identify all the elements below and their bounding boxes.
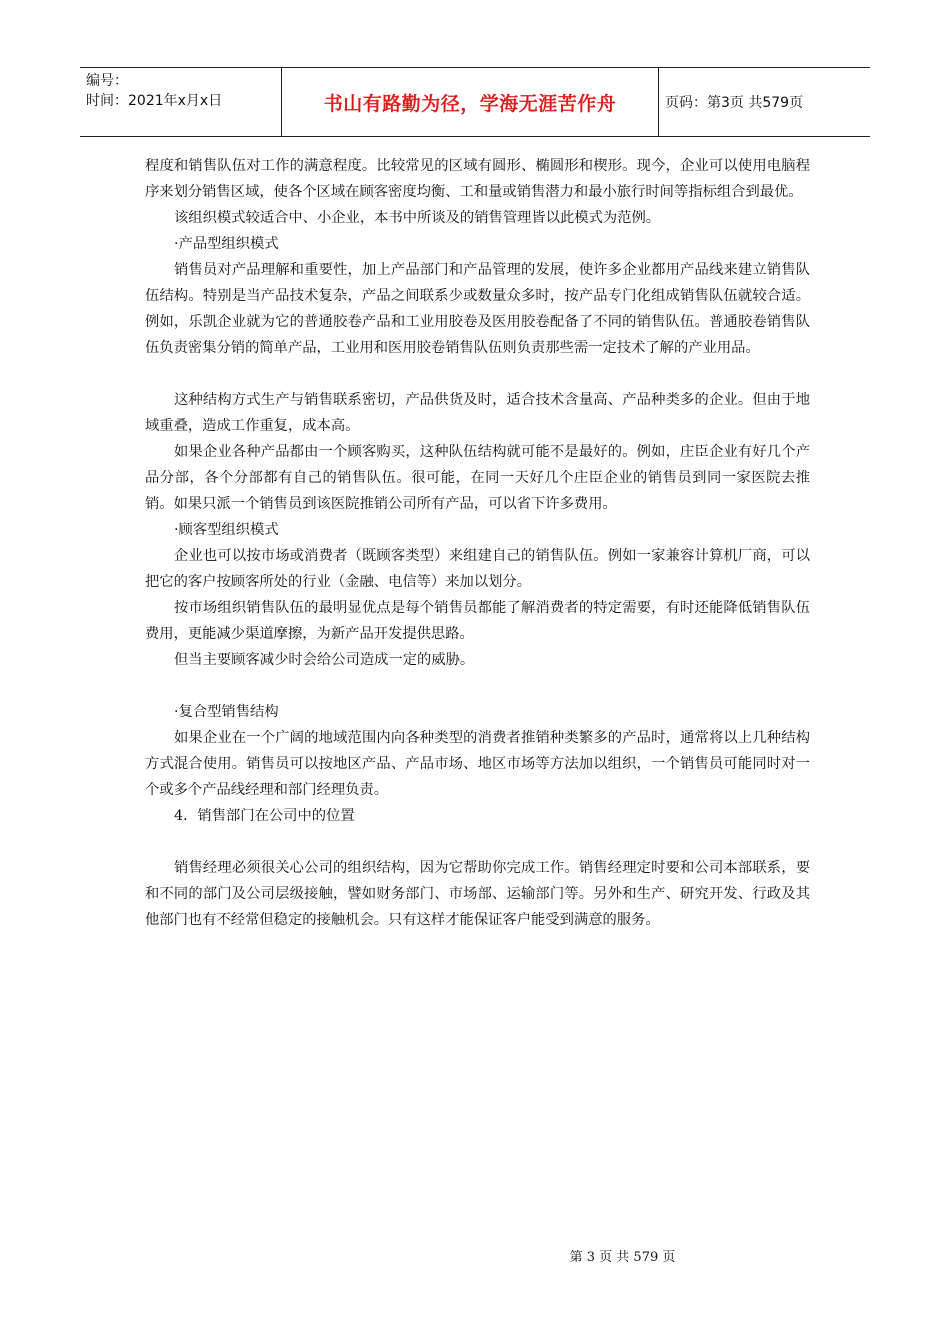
paragraph: 如果企业在一个广阔的地域范围内向各种类型的消费者推销种类繁多的产品时，通常将以上几种结构方式混合使用。销售员可以按地区产品、产品市场、地区市场等方法加以组织，一个销售员可能同时对一个或多个产品线经理和部门经理负责。 bbox=[145, 730, 810, 798]
paragraph: 销售经理必须很关心公司的组织结构，因为它帮助你完成工作。销售经理定时要和公司本部联系，要和不同的部门及公司层级接触，譬如财务部门、市场部、运输部门等。另外和生产、研究开发、行政及其他部门也有不经常但稳定的接触机会。只有这样才能保证客户能受到满意的服务。 bbox=[145, 860, 810, 928]
section-heading: ·复合型销售结构 bbox=[174, 704, 279, 720]
page-header bbox=[80, 67, 870, 137]
paragraph: 按市场组织销售队伍的最明显优点是每个销售员都能了解消费者的特定需要，有时还能降低销售队伍费用，更能减少渠道摩擦，为新产品开发提供思路。 bbox=[145, 600, 810, 642]
header-motto: 书山有路勤为径，学海无涯苦作舟 bbox=[282, 68, 659, 136]
document-number-label: 编号： bbox=[86, 73, 128, 89]
paragraph: 但当主要顾客减少时会给公司造成一定的威胁。 bbox=[174, 652, 475, 668]
section-heading: ·产品型组织模式 bbox=[174, 236, 279, 252]
paragraph: 销售员对产品理解和重要性，加上产品部门和产品管理的发展，使许多企业都用产品线来建立销售队伍结构。特别是当产品技术复杂，产品之间联系少或数量众多时，按产品专门化组成销售队伍就较合适。例如，乐凯企业就为它的普通胶卷产品和工业用胶卷及医用胶卷配备了不同的销售队伍。普通胶卷销售队伍负责密集分销的简单产品，工业用和医用胶卷销售队伍则负责那些需一定技术了解的产业用品。 bbox=[145, 262, 810, 356]
header-page-info: 页码：第3页 共579页 bbox=[665, 95, 804, 111]
paragraph: 这种结构方式生产与销售联系密切，产品供货及时，适合技术含量高、产品种类多的企业。但由于地域重叠，造成工作重复，成本高。 bbox=[145, 392, 810, 434]
blank-line bbox=[145, 673, 810, 699]
blank-line bbox=[145, 361, 810, 387]
document-date-label: 时间：2021年x月x日 bbox=[86, 93, 223, 109]
page-footer: 第 3 页 共 579 页 bbox=[569, 1250, 676, 1265]
document-body bbox=[145, 153, 810, 933]
paragraph: 程度和销售队伍对工作的满意程度。比较常见的区域有圆形、椭圆形和楔形。现今，企业可以使用电脑程序来划分销售区域，使各个区域在顾客密度均衡、工和量或销售潜力和最小旅行时间等指标组合到最优。 bbox=[145, 158, 810, 200]
section-heading: ·顾客型组织模式 bbox=[174, 522, 279, 538]
section-heading: 4．销售部门在公司中的位置 bbox=[174, 808, 355, 824]
blank-line bbox=[145, 829, 810, 855]
paragraph: 如果企业各种产品都由一个顾客购买，这种队伍结构就可能不是最好的。例如，庄臣企业有好几个产品分部，各个分部都有自己的销售队伍。很可能，在同一天好几个庄臣企业的销售员到同一家医院去推销。如果只派一个销售员到该医院推销公司所有产品，可以省下许多费用。 bbox=[145, 444, 810, 512]
header-info-cell bbox=[80, 68, 282, 136]
paragraph: 企业也可以按市场或消费者（既顾客类型）来组建自己的销售队伍。例如一家兼容计算机厂商，可以把它的客户按顾客所处的行业（金融、电信等）来加以划分。 bbox=[145, 548, 810, 590]
paragraph: 该组织模式较适合中、小企业，本书中所谈及的销售管理皆以此模式为范例。 bbox=[174, 210, 661, 226]
